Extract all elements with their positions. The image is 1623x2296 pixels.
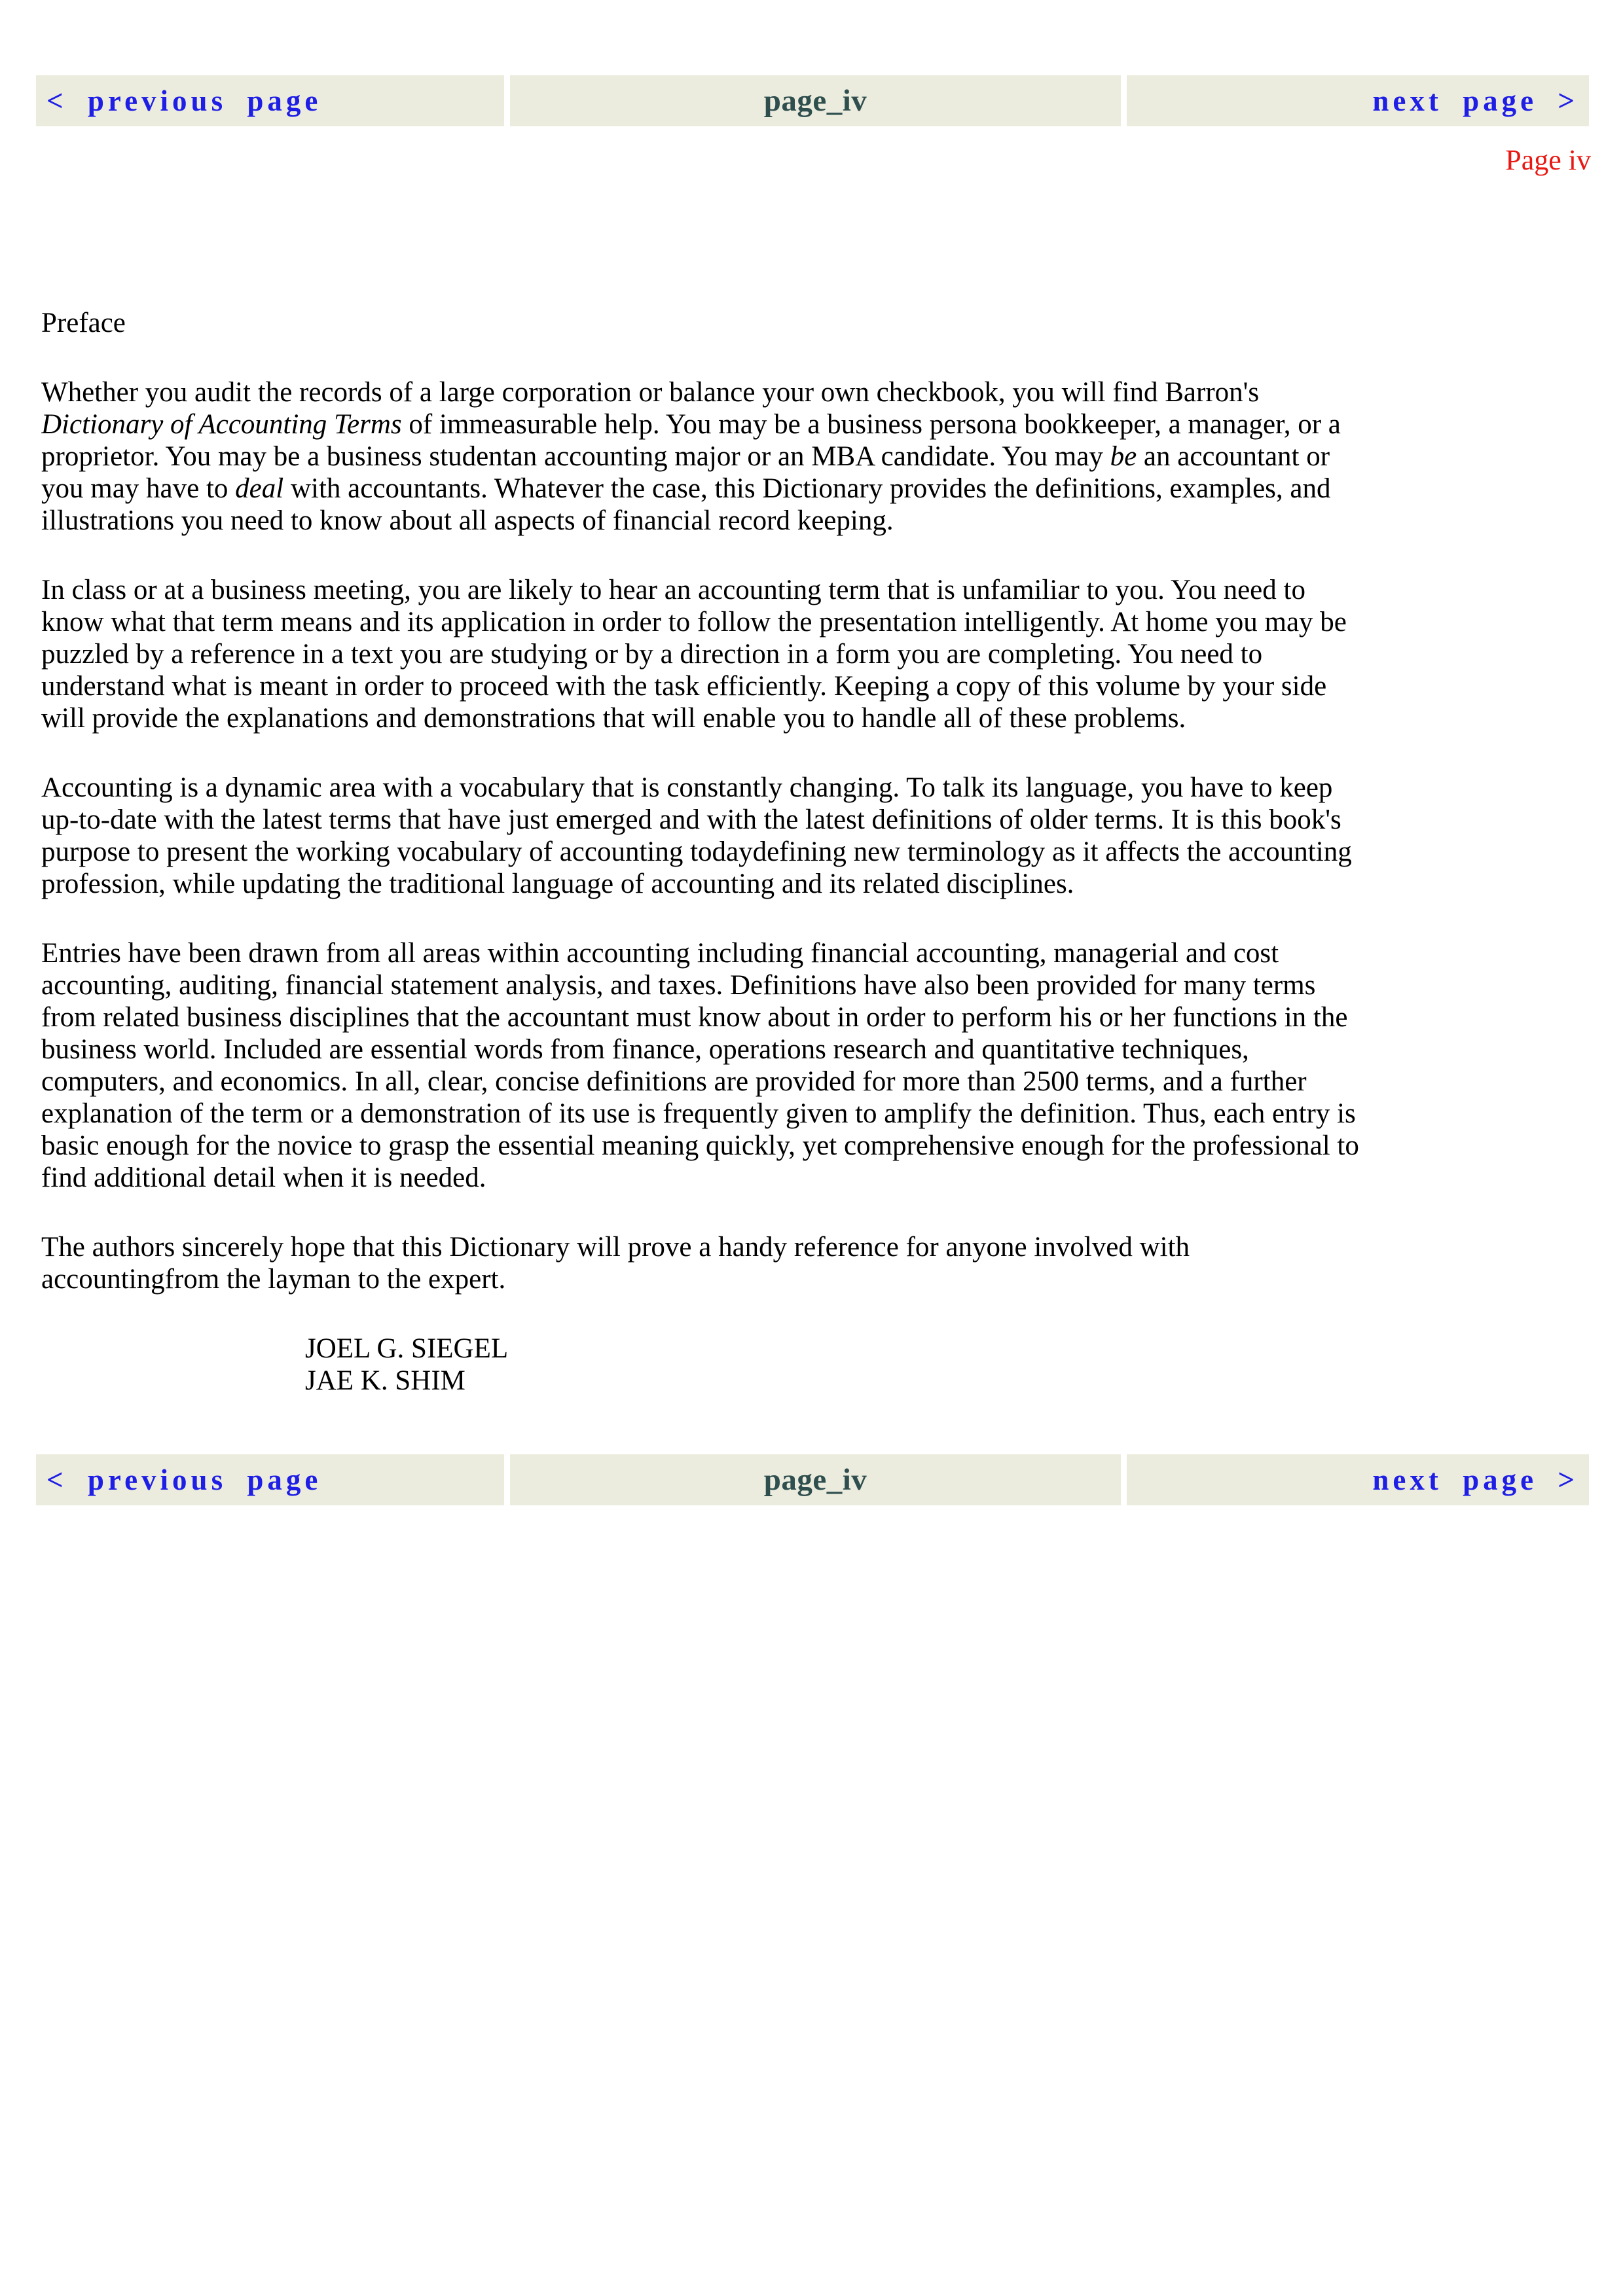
text-line: you may have to deal with accountants. Whatever the case, this Dictionary provides the definitions, examples, and [41,473,1331,504]
text-line: accountingfrom the layman to the expert. [41,1264,506,1295]
paragraph [41,376,1603,537]
next-page-button[interactable]: next page > [1127,1454,1589,1505]
text-line: Entries have been drawn from all areas within accounting including financial accounting, managerial and cost [41,938,1279,969]
text-line: puzzled by a reference in a text you are studying or by a direction in a form you are completing. You need to [41,639,1263,670]
text-line: Dictionary of Accounting Terms of immeasurable help. You may be a business persona bookkeeper, a manager, or a [41,409,1341,440]
paragraph [41,1231,1603,1295]
top-margin [0,0,1623,75]
text-line: from related business disciplines that the accountant must know about in order to perform his or her functions in the [41,1002,1348,1033]
next-page-button[interactable]: next page > [1127,75,1589,126]
text-line: up-to-date with the latest terms that have just emerged and with the latest definitions of older terms. It is this book's [41,804,1341,835]
page-title: Preface [41,308,126,338]
text-line: The authors sincerely hope that this Dictionary will prove a handy reference for anyone involved with [41,1232,1190,1263]
text-line: illustrations you need to know about all aspects of financial record keeping. [41,505,894,536]
text-line: will provide the explanations and demonstrations that will enable you to handle all of these problems. [41,703,1186,734]
signature-line: JOEL G. SIEGEL [305,1333,509,1364]
document-body [41,376,1603,1295]
page-id-label: page_iv [510,1454,1121,1505]
text-line: know what that term means and its application in order to follow the presentation intelligently. At home you may be [41,607,1347,637]
text-line: proprietor. You may be a business studentan accounting major or an MBA candidate. You may be an accountant or [41,441,1330,472]
signature-block [305,1333,1603,1397]
top-nav-bar [36,75,1591,126]
text-line: profession, while updating the traditional language of accounting and its related disciplines. [41,869,1074,899]
text-line: Accounting is a dynamic area with a vocabulary that is constantly changing. To talk its language, you have to keep [41,772,1333,803]
signature-line: JAE K. SHIM [305,1365,465,1396]
page-number-indicator: Page iv [1505,144,1591,176]
text-line: purpose to present the working vocabulary of accounting todaydefining new terminology as it affects the accounting [41,836,1352,867]
text-line: explanation of the term or a demonstration of its use is frequently given to amplify the definition. Thus, each entry is [41,1098,1356,1129]
bottom-nav-bar [36,1454,1591,1505]
document-content [41,307,1603,1397]
paragraph [41,937,1603,1194]
text-line: understand what is meant in order to proceed with the task efficiently. Keeping a copy of this volume by your side [41,671,1327,702]
previous-page-button[interactable]: < previous page [36,1454,504,1505]
text-line: Whether you audit the records of a large corporation or balance your own checkbook, you will find Barron's [41,377,1260,408]
text-line: business world. Included are essential words from finance, operations research and quantitative techniques, [41,1034,1249,1065]
text-line: computers, and economics. In all, clear, concise definitions are provided for more than 2500 terms, and a further [41,1066,1307,1097]
text-line: find additional detail when it is needed. [41,1162,486,1193]
paragraph [41,574,1603,734]
text-line: basic enough for the novice to grasp the essential meaning quickly, yet comprehensive enough for the professional to [41,1130,1359,1161]
paragraph [41,772,1603,900]
previous-page-button[interactable]: < previous page [36,75,504,126]
page-id-label: page_iv [510,75,1121,126]
text-line: accounting, auditing, financial statement analysis, and taxes. Definitions have also been provided for many terms [41,970,1316,1001]
text-line: In class or at a business meeting, you are likely to hear an accounting term that is unfamiliar to you. You need to [41,575,1305,605]
